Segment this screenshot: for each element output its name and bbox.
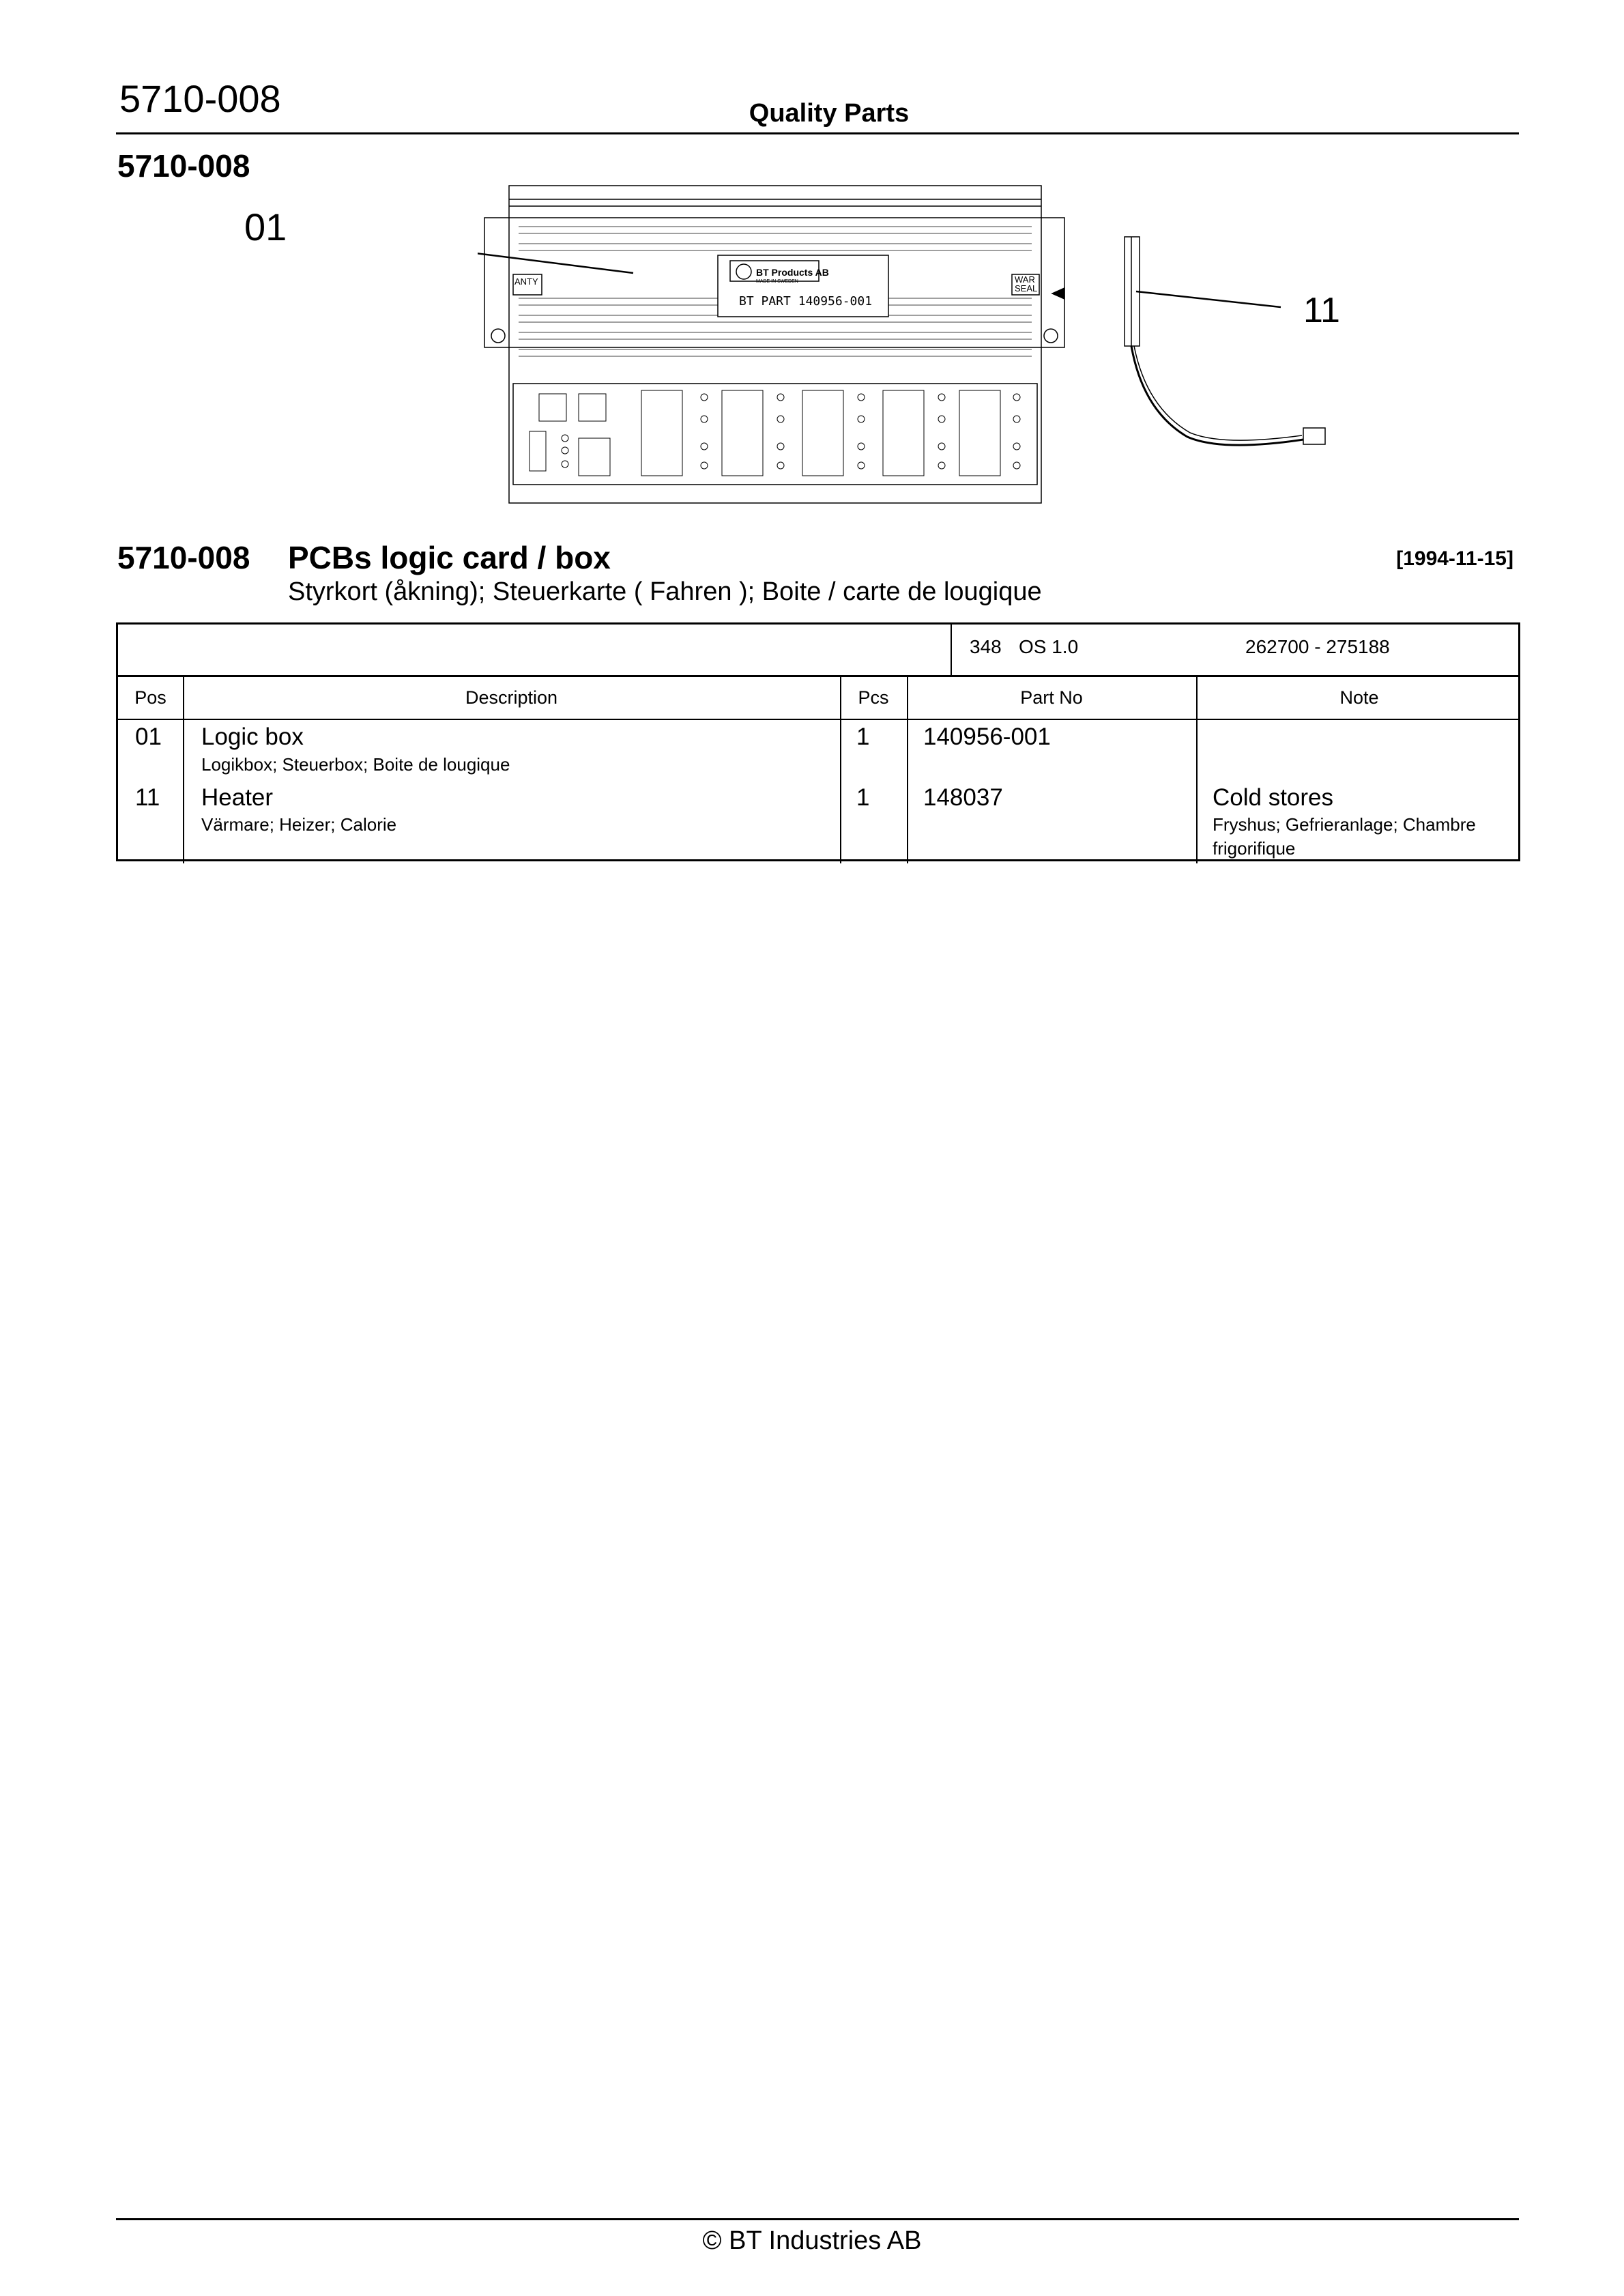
header-divider — [118, 719, 1518, 720]
row-pcs: 1 — [856, 784, 870, 811]
section-title: 5710-008 — [117, 148, 250, 184]
drawing-part-number: BT PART 140956-001 — [739, 294, 873, 308]
drawing-label-subtext: MADE IN SWEDEN — [756, 279, 798, 284]
row-description-translations: Logikbox; Steuerbox; Boite de lougique — [201, 754, 510, 775]
leader-line-01 — [478, 231, 633, 273]
item-date: [1994-11-15] — [1396, 547, 1513, 570]
mounting-hole-icon — [1044, 329, 1058, 343]
item-subtitle: Styrkort (åkning); Steuerkarte ( Fahren ); Boite / carte de lougique — [288, 577, 1042, 606]
row-pcs: 1 — [856, 723, 870, 750]
heater-connector — [1303, 428, 1325, 444]
os-version: OS 1.0 — [1019, 636, 1079, 657]
row-description-translations: Värmare; Heizer; Calorie — [201, 814, 397, 835]
row-part-no: 148037 — [923, 784, 1003, 811]
parts-table — [116, 622, 1520, 861]
drawing-side-text-right-1: WAR — [1015, 274, 1035, 285]
callout-11: 11 — [1303, 291, 1340, 330]
row-note-translations-cont: frigorifique — [1213, 838, 1296, 859]
column-header-part-no: Part No — [1020, 687, 1083, 708]
serial-range: 262700 - 275188 — [1245, 636, 1390, 657]
exploded-parts-drawing — [478, 179, 1433, 506]
row-note: Cold stores — [1213, 784, 1334, 811]
row-description: Logic box — [201, 723, 304, 750]
footer-divider — [116, 2218, 1519, 2220]
drawing-side-text-left: ANTY — [514, 276, 538, 287]
column-header-description: Description — [465, 687, 558, 708]
row-note-translations: Fryshus; Gefrieranlage; Chambre — [1213, 814, 1476, 835]
drawing-label-text: BT Products AB — [756, 267, 829, 278]
column-header-pos: Pos — [134, 687, 166, 708]
callout-01: 01 — [244, 205, 287, 248]
item-title: PCBs logic card / box — [288, 540, 611, 575]
model-number: 348 — [970, 636, 1002, 657]
row-description: Heater — [201, 784, 274, 811]
document-number: 5710-008 — [119, 77, 281, 120]
brand-label: Quality Parts — [749, 99, 910, 128]
table-divider — [118, 675, 1518, 677]
copyright: © BT Industries AB — [702, 2226, 922, 2255]
row-part-no: 140956-001 — [923, 723, 1051, 750]
arrow-icon — [1052, 288, 1064, 299]
leader-line-11 — [1136, 291, 1281, 307]
item-code: 5710-008 — [117, 540, 250, 575]
model-divider — [951, 625, 952, 675]
drawing-side-text-right-2: SEAL — [1015, 283, 1038, 293]
row-pos: 11 — [135, 784, 160, 811]
column-header-pcs: Pcs — [858, 687, 889, 708]
header-divider — [116, 132, 1519, 134]
row-pos: 01 — [135, 723, 162, 750]
mounting-hole-icon — [491, 329, 505, 343]
column-header-note: Note — [1339, 687, 1379, 708]
